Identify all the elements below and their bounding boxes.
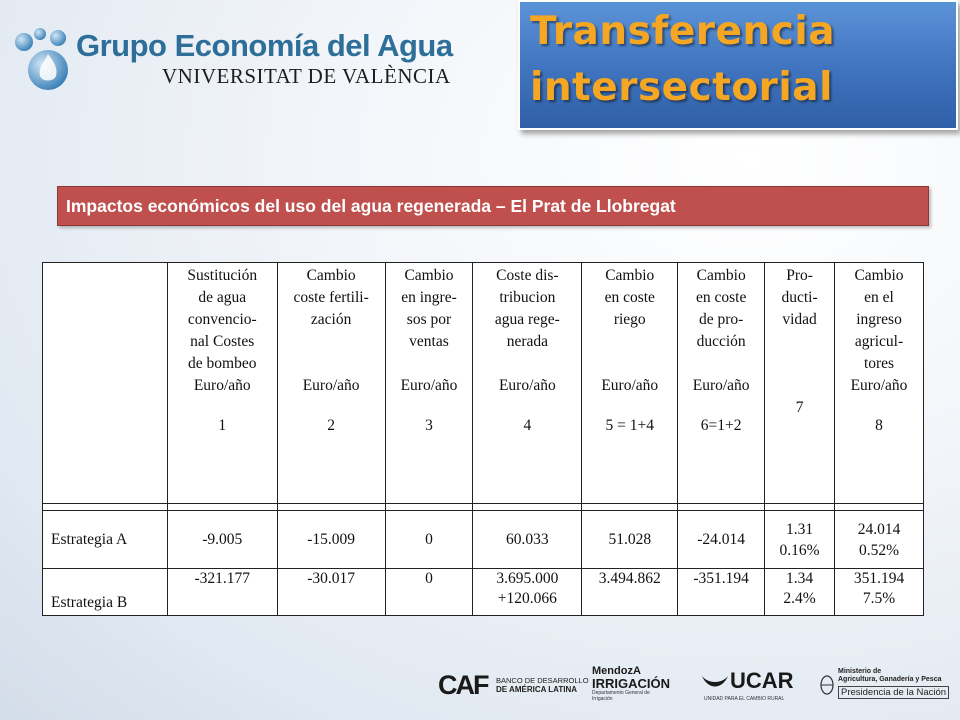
caf-logo [438, 670, 589, 701]
table-row [43, 511, 924, 569]
header-number: 2 [327, 417, 335, 434]
table-cell: 51.028 [582, 511, 678, 569]
row-label: Estrategia A [43, 511, 168, 569]
header-cell [835, 263, 924, 504]
header-cell [582, 263, 678, 504]
header-cell [678, 263, 765, 504]
header-unit: Euro/año [692, 377, 750, 394]
header-number: 5 = 1+4 [605, 417, 654, 434]
national-shield-icon [820, 674, 834, 696]
header-number: 6=1+2 [700, 417, 742, 434]
row-label: Estrategia B [43, 569, 168, 616]
ucar-wave-icon [700, 670, 730, 694]
header-title: Cambio en coste de pro- ducción [695, 267, 747, 350]
table-cell: 1.34 2.4% [765, 569, 835, 616]
header-number: 4 [523, 417, 532, 434]
subtitle-text: Impactos económicos del uso del agua regenerada – El Prat de Llobregat [66, 196, 676, 216]
header-number: 3 [425, 417, 433, 434]
mendoza-irrigacion-logo: MendozA IRRIGACIÓN Departamento General de Irrigación [592, 665, 670, 702]
header-cell [167, 263, 277, 504]
impacts-table [42, 262, 924, 616]
table-cell: -15.009 [277, 511, 385, 569]
subtitle-bar [57, 186, 929, 226]
header-title: Cambio en el ingreso agricul- tores [854, 267, 904, 372]
title-box [518, 0, 958, 130]
logo-university-name: VNIVERSITAT DE VALÈNCIA [162, 64, 451, 88]
table-cell: 0 [385, 569, 473, 616]
header-title: Pro- ducti- vidad [781, 267, 818, 328]
table-header-row [43, 263, 924, 504]
table-cell: 3.494.862 [582, 569, 678, 616]
caf-text: BANCO DE DESARROLLO DE AMÉRICA LATINA [496, 676, 589, 694]
caf-mark: CAF [438, 670, 488, 700]
header-cell [473, 263, 582, 504]
water-drops-icon [10, 26, 78, 94]
table-cell: -9.005 [167, 511, 277, 569]
header-cell [765, 263, 835, 504]
page-title: Transferencia intersectorial [530, 9, 836, 110]
header-unit: Euro/año [400, 377, 458, 394]
table-cell: 60.033 [473, 511, 582, 569]
sponsor-logos: CAF BANCO DE DESARROLLO DE AMÉRICA LATINA MendozA IRRIGACIÓN Departamento General de Irrigación UCAR UNIDAD PARA EL CAMBIO RURAL Ministerio de Agricultura, Ganadería y Pesca Presidencia de la Nación [430, 660, 930, 710]
table-cell: -321.177 [167, 569, 277, 616]
table-cell: 0 [385, 511, 473, 569]
header-title: Cambio coste fertili- zación [293, 267, 369, 328]
header-unit: Euro/año [302, 377, 360, 394]
table-spacer-row [43, 504, 924, 511]
grupo-economia-agua-logo [10, 22, 453, 102]
header-unit: Euro/año [850, 377, 908, 394]
header-number: 8 [875, 417, 883, 434]
table-cell: -24.014 [678, 511, 765, 569]
header-number: 1 [218, 417, 227, 434]
header-number: 7 [795, 399, 804, 416]
table-cell: 24.014 0.52% [835, 511, 924, 569]
header-cell [385, 263, 473, 504]
logo-group-name: Grupo Economía del Agua [76, 28, 453, 63]
header-title: Sustitución de agua convencio- nal Costes de bombeo [187, 267, 258, 372]
header-title: Cambio en ingre- sos por ventas [401, 267, 457, 350]
header-title: Coste dis- tribucion agua rege- nerada [494, 267, 560, 350]
header-title: Cambio en coste riego [604, 267, 655, 328]
header-cell [277, 263, 385, 504]
table-cell: 351.194 7.5% [835, 569, 924, 616]
header-unit: Euro/año [601, 377, 659, 394]
table-corner-cell [43, 263, 168, 504]
table-cell: 3.695.000 +120.066 [473, 569, 582, 616]
header-unit: Euro/año [193, 377, 251, 394]
table-cell: -30.017 [277, 569, 385, 616]
table-cell: 1.31 0.16% [765, 511, 835, 569]
table-cell: -351.194 [678, 569, 765, 616]
table-row [43, 569, 924, 616]
header-unit: Euro/año [498, 377, 556, 394]
